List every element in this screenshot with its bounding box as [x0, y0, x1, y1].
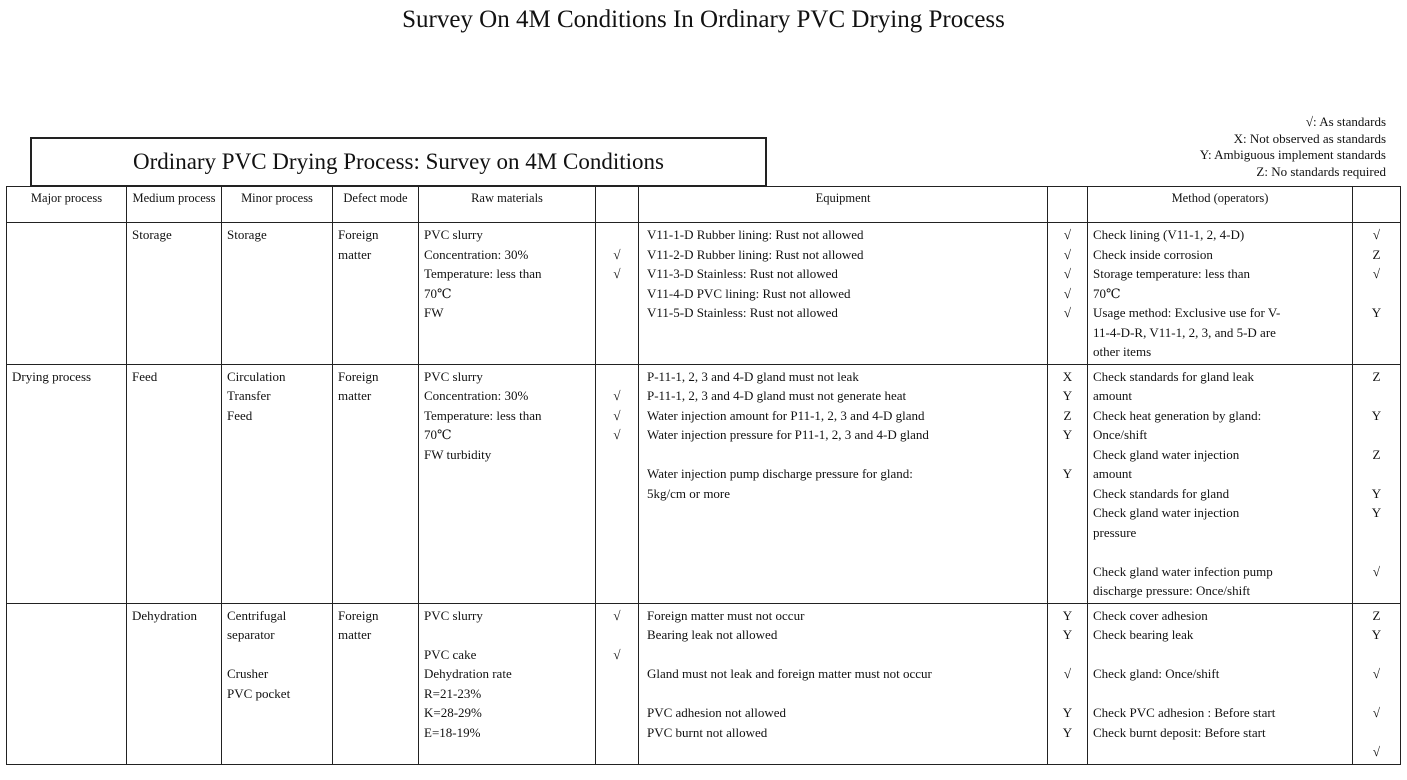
status-mark: Y [1371, 407, 1382, 423]
cell-method-marks [1353, 603, 1401, 764]
cell-line: FW turbidity [424, 446, 492, 462]
status-mark: √ [1372, 266, 1381, 281]
cell-line: Water injection pump discharge pressure for gland: [647, 466, 913, 481]
status-mark [1050, 684, 1085, 704]
cell-line: Water injection pressure for P11-1, 2, 3 and 4-D gland [647, 427, 929, 442]
status-mark: Y [1062, 388, 1073, 403]
cell-line: Foreign matter must not occur [647, 607, 805, 623]
cell-line: Centrifugal [227, 607, 287, 623]
cell-defect-mode [333, 223, 419, 365]
cell-line: matter [338, 627, 372, 642]
cell-line: Bearing leak not allowed [647, 627, 778, 642]
cell-method [1088, 223, 1353, 365]
cell-line [424, 625, 590, 645]
cell-line: Check gland: Once/shift [1093, 666, 1220, 681]
header-method-mark [1353, 187, 1401, 223]
cell-line: Temperature: less than [424, 266, 542, 281]
status-mark: Z [1063, 407, 1072, 423]
cell-line: Check PVC adhesion : Before start [1093, 705, 1276, 720]
cell-line: V11-1-D Rubber lining: Rust not allowed [647, 227, 864, 242]
header-defect-mode: Defect mode [333, 187, 419, 223]
cell-line: Water injection amount for P11-1, 2, 3 and 4-D gland [647, 407, 925, 423]
status-mark [598, 225, 636, 245]
status-mark: X [1062, 368, 1073, 384]
cell-method [1088, 603, 1353, 764]
cell-line: Temperature: less than [424, 407, 542, 423]
status-mark [598, 664, 636, 684]
cell-line: Foreign [338, 607, 379, 623]
status-mark: Y [1062, 607, 1073, 623]
status-mark: Y [1371, 485, 1382, 501]
header-major-process: Major process [7, 187, 127, 223]
cell-line: Check gland water injection [1093, 505, 1240, 520]
table-row [7, 603, 1401, 764]
status-mark: √ [613, 646, 621, 662]
cell-line: matter [338, 246, 372, 262]
status-mark: Y [1062, 724, 1073, 740]
table-row [7, 223, 1401, 365]
status-mark: Z [1372, 607, 1381, 623]
cell-line: P-11-1, 2, 3 and 4-D gland must not leak [647, 368, 859, 384]
cell-minor-process [222, 603, 333, 764]
boxed-title: Ordinary PVC Drying Process: Survey on 4M Conditions [30, 137, 767, 187]
cell-line [1093, 542, 1347, 562]
cell-line: Crusher [227, 666, 269, 681]
status-mark [1355, 425, 1398, 445]
status-mark: Y [1062, 466, 1073, 481]
cell-line: V11-3-D Stainless: Rust not allowed [647, 266, 838, 281]
cell-line: Gland must not leak and foreign matter must not occur [647, 666, 932, 681]
status-mark [598, 367, 636, 387]
cell-line: R=21-23% [424, 685, 482, 701]
legend-ambiguous: Y: Ambiguous implement standards [1199, 147, 1386, 162]
cell-method [1088, 364, 1353, 603]
cell-major-process [7, 603, 127, 764]
status-mark: √ [1372, 666, 1381, 681]
status-mark: Z [1372, 246, 1381, 262]
cell-line [1093, 645, 1347, 665]
cell-line: matter [338, 388, 372, 403]
status-mark: √ [1372, 563, 1381, 579]
cell-line: Check lining (V11-1, 2, 4-D) [1093, 227, 1245, 242]
cell-major-process: Drying process [7, 364, 127, 603]
status-mark: √ [613, 388, 621, 403]
cell-line: Concentration: 30% [424, 246, 529, 262]
status-mark [1355, 684, 1398, 704]
cell-line: E=18-19% [424, 724, 481, 740]
status-mark: Y [1062, 705, 1073, 720]
cell-line: 11-4-D-R, V11-1, 2, 3, and 5-D are [1093, 324, 1276, 340]
cell-line: V11-5-D Stainless: Rust not allowed [647, 305, 838, 320]
cell-line: Check gland water injection [1093, 446, 1240, 462]
cell-line: Check heat generation by gland: [1093, 407, 1262, 423]
cell-line: Foreign [338, 227, 379, 242]
status-mark: √ [1063, 246, 1072, 262]
status-mark [1355, 542, 1398, 562]
status-mark [1355, 523, 1398, 543]
cell-line: Storage temperature: less than [1093, 266, 1251, 281]
cell-raw-materials [419, 364, 596, 603]
status-mark: √ [613, 266, 621, 281]
cell-line: Check burnt deposit: Before start [1093, 724, 1266, 740]
cell-line [647, 645, 1042, 665]
cell-line: Check inside corrosion [1093, 246, 1213, 262]
status-mark [598, 703, 636, 723]
cell-line: PVC pocket [227, 685, 291, 701]
cell-line: PVC slurry [424, 368, 483, 384]
cell-raw-materials [419, 603, 596, 764]
status-mark [598, 723, 636, 743]
cell-line: 70℃ [424, 285, 452, 301]
status-mark: √ [1063, 666, 1072, 681]
status-mark [1355, 323, 1398, 343]
status-mark: √ [613, 607, 621, 623]
cell-line: V11-2-D Rubber lining: Rust not allowed [647, 246, 864, 262]
cell-equipment [639, 364, 1048, 603]
cell-line: PVC cake [424, 646, 477, 662]
status-mark: √ [613, 246, 621, 262]
status-mark [1355, 386, 1398, 406]
cell-line [1093, 684, 1347, 704]
header-equipment-mark [1048, 187, 1088, 223]
cell-line: pressure [1093, 524, 1137, 540]
page-title: Survey On 4M Conditions In Ordinary PVC Drying Process [402, 6, 1005, 33]
cell-line: other items [1093, 344, 1152, 359]
cell-line: V11-4-D PVC lining: Rust not allowed [647, 285, 851, 301]
cell-line: PVC slurry [424, 227, 483, 242]
status-mark: √ [1063, 285, 1072, 301]
cell-line: PVC adhesion not allowed [647, 705, 787, 720]
cell-line: PVC burnt not allowed [647, 724, 768, 740]
cell-line: Once/shift [1093, 427, 1148, 442]
status-mark: √ [1063, 305, 1072, 320]
status-mark: Y [1062, 627, 1073, 642]
cell-line: Storage [227, 227, 267, 242]
cell-raw-marks [596, 603, 639, 764]
cell-line: PVC slurry [424, 607, 483, 623]
cell-minor-process [222, 223, 333, 365]
cell-line: discharge pressure: Once/shift [1093, 583, 1251, 598]
header-raw-mark [596, 187, 639, 223]
table-row [7, 364, 1401, 603]
status-mark: Z [1372, 446, 1381, 462]
legend-no-standards: Z: No standards required [1256, 163, 1386, 179]
cell-line: Concentration: 30% [424, 388, 529, 403]
status-mark: √ [1372, 705, 1381, 720]
header-raw-materials: Raw materials [419, 187, 596, 223]
status-mark [598, 284, 636, 304]
cell-method-marks [1353, 223, 1401, 365]
cell-medium-process: Storage [127, 223, 222, 365]
cell-line: Feed [227, 407, 253, 423]
cell-line: Check standards for gland [1093, 485, 1230, 501]
header-equipment: Equipment [639, 187, 1048, 223]
status-mark [1050, 645, 1085, 665]
cell-equipment-marks [1048, 603, 1088, 764]
cell-line: amount [1093, 466, 1132, 481]
cell-equipment [639, 223, 1048, 365]
cell-raw-materials [419, 223, 596, 365]
cell-minor-process [222, 364, 333, 603]
cell-method-marks [1353, 364, 1401, 603]
cell-raw-marks [596, 364, 639, 603]
cell-line: Dehydration rate [424, 666, 512, 681]
cell-defect-mode [333, 364, 419, 603]
status-mark: Y [1371, 627, 1382, 642]
cell-equipment [639, 603, 1048, 764]
status-mark [1355, 464, 1398, 484]
status-mark [598, 303, 636, 323]
cell-equipment-marks [1048, 364, 1088, 603]
legend [1200, 114, 1386, 180]
header-minor-process: Minor process [222, 187, 333, 223]
status-mark [1355, 645, 1398, 665]
status-mark [1050, 484, 1085, 504]
status-mark [598, 625, 636, 645]
status-mark: Y [1062, 427, 1073, 442]
survey-table [6, 186, 1401, 765]
status-mark: Y [1371, 305, 1382, 320]
cell-line: Usage method: Exclusive use for V- [1093, 305, 1281, 320]
status-mark: √ [1063, 266, 1072, 281]
cell-defect-mode [333, 603, 419, 764]
cell-equipment-marks [1048, 223, 1088, 365]
cell-line: amount [1093, 388, 1132, 403]
cell-line [647, 445, 1042, 465]
cell-raw-marks [596, 223, 639, 365]
cell-line: Circulation [227, 368, 286, 384]
status-mark [598, 445, 636, 465]
legend-not-observed: X: Not observed as standards [1233, 130, 1386, 146]
cell-line [227, 645, 327, 665]
cell-line: 5kg/cm or more [647, 485, 731, 501]
status-mark [1355, 342, 1398, 362]
status-mark: √ [613, 407, 621, 423]
status-mark [1355, 723, 1398, 743]
cell-medium-process: Dehydration [127, 603, 222, 764]
status-mark [1355, 284, 1398, 304]
status-mark [1355, 581, 1398, 601]
status-mark: Z [1372, 368, 1381, 384]
cell-line: K=28-29% [424, 705, 482, 720]
cell-line: P-11-1, 2, 3 and 4-D gland must not generate heat [647, 388, 907, 403]
header-method: Method (operators) [1088, 187, 1353, 223]
header-medium-process: Medium process [127, 187, 222, 223]
cell-line: Check gland water infection pump [1093, 563, 1273, 579]
status-mark [598, 684, 636, 704]
cell-medium-process: Feed [127, 364, 222, 603]
cell-line: Transfer [227, 388, 271, 403]
status-mark: Y [1371, 505, 1382, 520]
cell-line: separator [227, 627, 275, 642]
cell-line: FW [424, 305, 444, 320]
status-mark: √ [1063, 227, 1072, 242]
cell-line: Check cover adhesion [1093, 607, 1208, 623]
status-mark: √ [613, 427, 621, 442]
status-mark: √ [1372, 744, 1381, 759]
cell-line: 70℃ [424, 427, 452, 442]
cell-line [647, 684, 1042, 704]
cell-line: Foreign [338, 368, 379, 384]
header-row [7, 187, 1401, 223]
cell-line: 70℃ [1093, 285, 1121, 301]
legend-as-standards: √: As standards [1305, 114, 1386, 129]
cell-line: Check bearing leak [1093, 627, 1194, 642]
status-mark: √ [1372, 227, 1381, 242]
cell-line: Check standards for gland leak [1093, 368, 1255, 384]
status-mark [1050, 445, 1085, 465]
cell-major-process [7, 223, 127, 365]
